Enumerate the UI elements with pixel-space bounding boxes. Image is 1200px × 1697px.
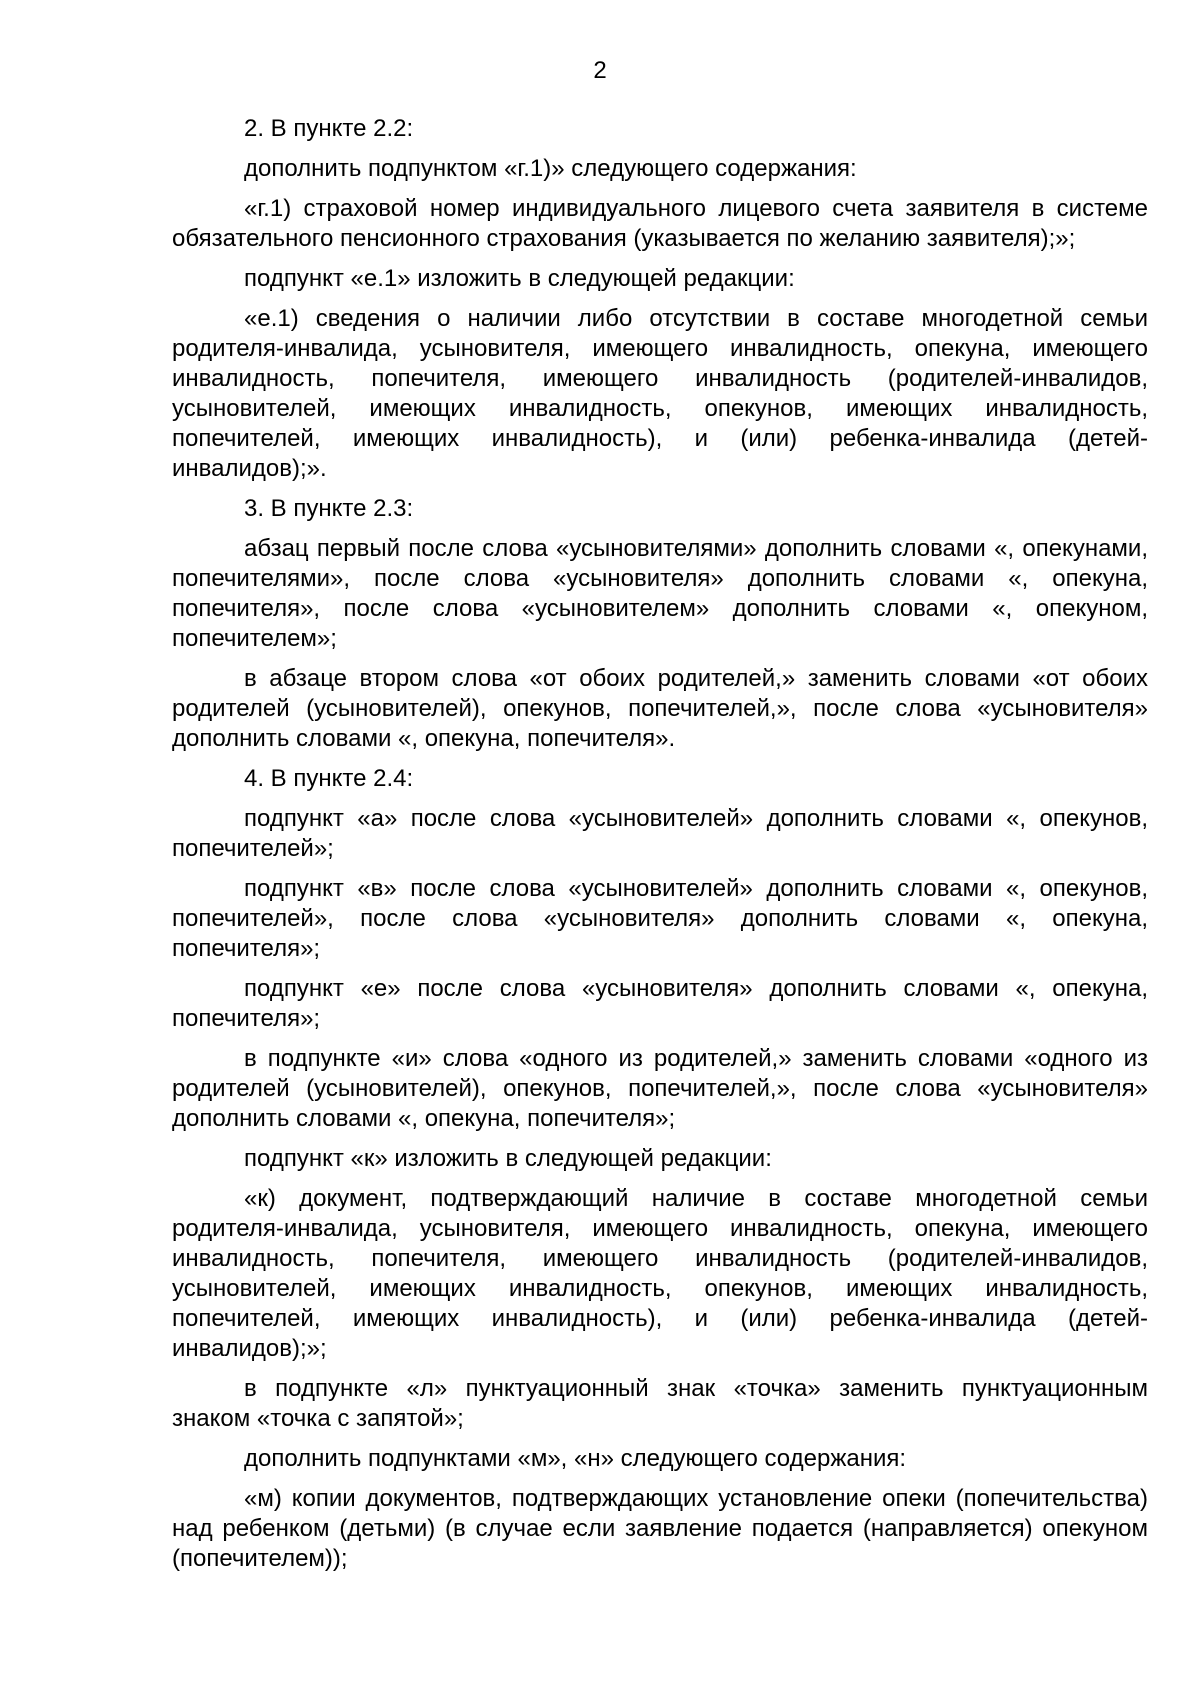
paragraph: дополнить подпунктом «г.1)» следующего содержания: <box>244 155 857 182</box>
paragraph: в подпункте «л» пунктуационный знак «точка» заменить пунктуационным знаком «точка с запятой»; <box>172 1375 1148 1432</box>
page-number: 2 <box>593 57 607 84</box>
paragraph: дополнить подпунктами «м», «н» следующего содержания: <box>244 1445 907 1472</box>
paragraph: абзац первый после слова «усыновителями» дополнить словами «, опекунами, попечителями», после слова «усыновителя» дополнить словами «, опекуна, попечителя», после слова «усыновителем» дополнить словами «, опекуном, попечителем»; <box>172 535 1148 652</box>
document-body <box>172 114 1148 1584</box>
paragraph: «к) документ, подтверждающий наличие в составе многодетной семьи родителя-инвалида, усыновителя, имеющего инвалидность, опекуна, имеющего инвалидность, попечителя, имеющего инвалидность (родителей-инвалидов, усыновителей, имеющих инвалидность, опекунов, имеющих инвалидность, попечителей, имеющих инвалидность), и (или) ребенка-инвалида (детей-инвалидов);»; <box>172 1185 1148 1362</box>
paragraph: в абзаце втором слова «от обоих родителей,» заменить словами «от обоих родителей (усыновителей), опекунов, попечителей,», после слова «усыновителя» дополнить словами «, опекуна, попечителя». <box>172 665 1148 752</box>
paragraph: подпункт «е» после слова «усыновителя» дополнить словами «, опекуна, попечителя»; <box>172 975 1148 1032</box>
paragraph: 2. В пункте 2.2: <box>244 115 414 142</box>
paragraph: в подпункте «и» слова «одного из родителей,» заменить словами «одного из родителей (усыновителей), опекунов, попечителей,», после слова «усыновителя» дополнить словами «, опекуна, попечителя»; <box>172 1045 1148 1132</box>
paragraph: подпункт «е.1» изложить в следующей редакции: <box>244 265 795 292</box>
paragraph: 4. В пункте 2.4: <box>244 765 414 792</box>
paragraph: «е.1) сведения о наличии либо отсутствии в составе многодетной семьи родителя-инвалида, усыновителя, имеющего инвалидность, опекуна, имеющего инвалидность, попечителя, имеющего инвалидность (родителей-инвалидов, усыновителей, имеющих инвалидность, опекунов, имеющих инвалидность, попечителей, имеющих инвалидность), и (или) ребенка-инвалида (детей-инвалидов);». <box>172 305 1148 482</box>
paragraph: «м) копии документов, подтверждающих установление опеки (попечительства) над ребенком (детьми) (в случае если заявление подается (направляется) опекуном (попечителем)); <box>172 1485 1148 1572</box>
paragraph: 3. В пункте 2.3: <box>244 495 414 522</box>
paragraph: «г.1) страховой номер индивидуального лицевого счета заявителя в системе обязательного пенсионного страхования (указывается по желанию заявителя);»; <box>172 195 1148 252</box>
paragraph: подпункт «а» после слова «усыновителей» дополнить словами «, опекунов, попечителей»; <box>172 805 1148 862</box>
paragraph: подпункт «к» изложить в следующей редакции: <box>244 1145 772 1172</box>
paragraph: подпункт «в» после слова «усыновителей» дополнить словами «, опекунов, попечителей», после слова «усыновителя» дополнить словами «, опекуна, попечителя»; <box>172 875 1148 962</box>
